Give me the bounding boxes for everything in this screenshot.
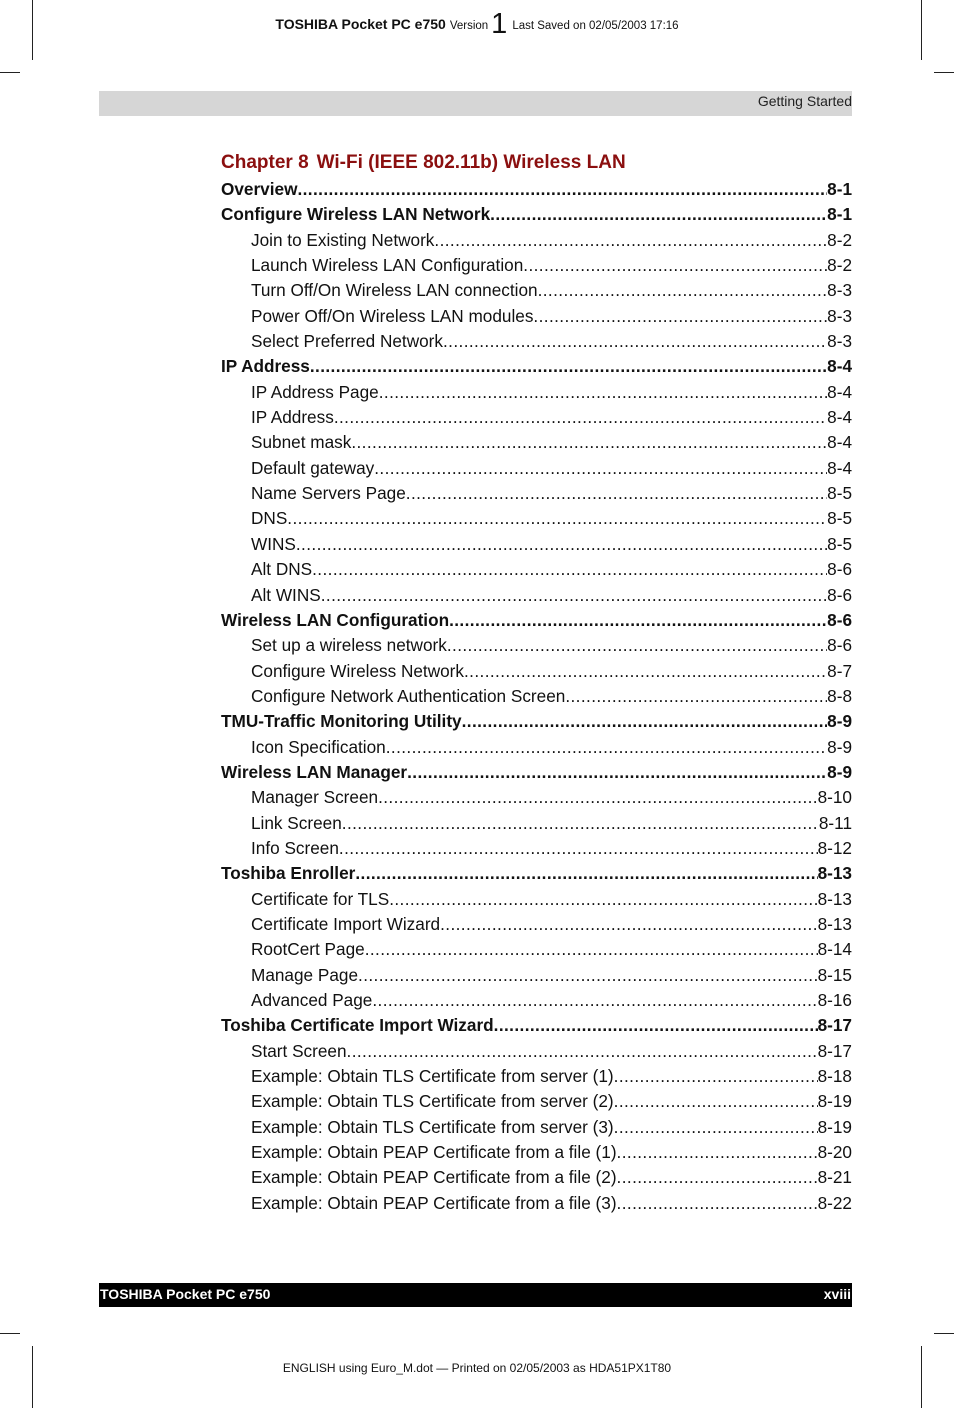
crop-mark <box>0 1333 20 1334</box>
toc-entry[interactable] <box>221 633 852 658</box>
toc-entry-title: Certificate Import Wizard <box>251 913 441 934</box>
toc-leader-dots <box>334 405 827 430</box>
toc-entry[interactable] <box>221 1165 852 1190</box>
toc-entry-title: Alt WINS <box>251 584 321 605</box>
toc-entry[interactable] <box>221 304 852 329</box>
toc-leader-dots <box>464 659 827 684</box>
toc-entry-title: DNS <box>251 508 288 529</box>
toc-leader-dots <box>617 1191 818 1216</box>
crop-mark <box>934 72 954 73</box>
toc-entry-page: 8-4 <box>827 457 852 478</box>
header-version-number: 1 <box>491 8 508 40</box>
toc-entry-title: Example: Obtain TLS Certificate from server (3) <box>251 1116 614 1137</box>
toc-entry[interactable] <box>221 430 852 455</box>
toc-entry[interactable] <box>221 1191 852 1216</box>
toc-entry-page: 8-6 <box>827 635 852 656</box>
toc-entry[interactable] <box>221 278 852 303</box>
toc-entry-title: Configure Wireless Network <box>251 660 464 681</box>
toc-entry[interactable] <box>221 937 852 962</box>
toc-entry-title: Start Screen <box>251 1040 347 1061</box>
toc-entry-title: Turn Off/On Wireless LAN connection <box>251 280 538 301</box>
toc-leader-dots <box>447 633 827 658</box>
toc-entry-title: Example: Obtain TLS Certificate from server (2) <box>251 1091 614 1112</box>
toc-leader-dots <box>614 1115 818 1140</box>
table-of-contents <box>221 177 852 1216</box>
toc-entry[interactable] <box>221 1039 852 1064</box>
toc-entry-title: Configure Wireless LAN Network <box>221 204 491 225</box>
toc-leader-dots <box>443 329 827 354</box>
toc-entry-title: Toshiba Certificate Import Wizard <box>221 1015 494 1036</box>
document-header <box>0 8 954 40</box>
toc-entry-page: 8-19 <box>817 1091 852 1112</box>
toc-leader-dots <box>389 887 817 912</box>
toc-entry[interactable] <box>221 785 852 810</box>
toc-entry-title: WINS <box>251 533 296 554</box>
toc-leader-dots <box>355 861 817 886</box>
toc-entry[interactable] <box>221 963 852 988</box>
toc-entry[interactable] <box>221 405 852 430</box>
toc-entry[interactable] <box>221 456 852 481</box>
toc-entry[interactable] <box>221 1089 852 1114</box>
toc-entry-page: 8-4 <box>827 432 852 453</box>
toc-entry-title: Link Screen <box>251 812 342 833</box>
toc-entry-title: Example: Obtain PEAP Certificate from a file (2) <box>251 1167 617 1188</box>
toc-entry-page: 8-6 <box>827 609 852 630</box>
toc-entry-title: Default gateway <box>251 457 375 478</box>
toc-entry-title: IP Address <box>251 407 334 428</box>
toc-leader-dots <box>617 1165 818 1190</box>
toc-leader-dots <box>406 481 827 506</box>
chapter-title <box>221 152 626 174</box>
toc-entry-title: IP Address <box>221 356 310 377</box>
toc-entry-page: 8-13 <box>817 913 852 934</box>
toc-leader-dots <box>312 557 827 582</box>
toc-entry-page: 8-5 <box>827 483 852 504</box>
toc-entry-page: 8-3 <box>827 331 852 352</box>
toc-leader-dots <box>379 380 827 405</box>
toc-entry-page: 8-5 <box>827 508 852 529</box>
footer-bar <box>99 1283 852 1307</box>
toc-entry-title: Launch Wireless LAN Configuration <box>251 255 524 276</box>
section-header-bar <box>99 91 852 116</box>
toc-entry[interactable] <box>221 861 852 886</box>
toc-entry-page: 8-1 <box>827 179 852 199</box>
toc-leader-dots <box>358 963 818 988</box>
toc-leader-dots <box>378 785 818 810</box>
toc-entry-page: 8-20 <box>817 1142 852 1163</box>
toc-leader-dots <box>440 912 817 937</box>
toc-entry[interactable] <box>221 811 852 836</box>
toc-entry[interactable] <box>221 659 852 684</box>
toc-entry-title: Info Screen <box>251 837 339 858</box>
toc-entry[interactable] <box>221 380 852 405</box>
header-product: TOSHIBA Pocket PC e750 <box>275 16 446 32</box>
toc-entry-page: 8-9 <box>827 761 852 782</box>
toc-entry-title: Name Servers Page <box>251 483 406 504</box>
toc-entry-page: 8-17 <box>817 1040 852 1061</box>
toc-entry-page: 8-18 <box>817 1066 852 1087</box>
toc-leader-dots <box>614 1064 818 1089</box>
toc-entry-title: Icon Specification <box>251 736 386 757</box>
toc-leader-dots <box>538 278 828 303</box>
toc-entry-page: 8-6 <box>827 559 852 580</box>
toc-entry[interactable] <box>221 1064 852 1089</box>
toc-entry-title: Advanced Page <box>251 990 373 1010</box>
header-last-saved: Last Saved on 02/05/2003 17:16 <box>512 20 679 32</box>
toc-entry-title: RootCert Page <box>251 939 365 960</box>
toc-leader-dots <box>462 709 828 734</box>
toc-leader-dots <box>494 1013 818 1038</box>
toc-entry-page: 8-13 <box>817 863 852 884</box>
toc-entry-page: 8-2 <box>827 229 852 250</box>
toc-entry-page: 8-2 <box>827 255 852 276</box>
toc-entry[interactable] <box>221 684 852 709</box>
toc-leader-dots <box>351 430 827 455</box>
toc-entry[interactable] <box>221 354 852 379</box>
crop-mark <box>0 72 20 73</box>
toc-entry-page: 8-9 <box>827 736 852 757</box>
toc-entry-page: 8-4 <box>827 381 852 402</box>
toc-entry[interactable] <box>221 481 852 506</box>
toc-leader-dots <box>614 1089 818 1114</box>
toc-leader-dots <box>449 608 827 633</box>
toc-leader-dots <box>407 760 827 785</box>
toc-entry[interactable] <box>221 583 852 608</box>
toc-entry[interactable] <box>221 202 852 227</box>
crop-mark <box>32 1346 33 1408</box>
toc-leader-dots <box>297 177 827 202</box>
toc-entry-page: 8-5 <box>827 533 852 554</box>
toc-entry[interactable] <box>221 1013 852 1038</box>
toc-entry-page: 8-6 <box>827 584 852 605</box>
toc-entry[interactable] <box>221 228 852 253</box>
toc-entry[interactable] <box>221 177 852 202</box>
toc-leader-dots <box>386 735 827 760</box>
toc-entry[interactable] <box>221 557 852 582</box>
toc-leader-dots <box>490 202 827 227</box>
toc-entry[interactable] <box>221 329 852 354</box>
toc-entry[interactable] <box>221 506 852 531</box>
toc-entry-title: TMU-Traffic Monitoring Utility <box>221 711 462 732</box>
toc-entry[interactable] <box>221 760 852 785</box>
toc-entry-title: Power Off/On Wireless LAN modules <box>251 305 534 326</box>
toc-leader-dots <box>565 684 827 709</box>
toc-entry-title: Example: Obtain TLS Certificate from server (1) <box>251 1066 614 1087</box>
toc-entry-title: Example: Obtain PEAP Certificate from a file (3) <box>251 1192 617 1213</box>
toc-entry-page: 8-11 <box>818 812 852 833</box>
toc-entry-page: 8-9 <box>827 711 852 732</box>
toc-leader-dots <box>365 937 818 962</box>
toc-entry-title: Wireless LAN Configuration <box>221 609 450 630</box>
toc-leader-dots <box>617 1140 818 1165</box>
toc-entry-title: Set up a wireless network <box>251 635 447 656</box>
chapter-name: Wi-Fi (IEEE 802.11b) Wireless LAN <box>316 152 626 173</box>
toc-leader-dots <box>434 228 827 253</box>
toc-entry-page: 8-15 <box>817 964 852 985</box>
toc-leader-dots <box>342 811 819 836</box>
toc-entry-title: Manager Screen <box>251 787 379 808</box>
toc-entry-page: 8-10 <box>817 787 852 808</box>
toc-entry[interactable] <box>221 608 852 633</box>
toc-entry[interactable] <box>221 887 852 912</box>
toc-entry-page: 8-17 <box>817 1015 852 1036</box>
toc-entry[interactable] <box>221 532 852 557</box>
toc-entry-title: Alt DNS <box>251 559 313 580</box>
toc-entry-page: 8-3 <box>827 305 852 326</box>
toc-entry-title: Toshiba Enroller <box>221 863 356 884</box>
toc-entry[interactable] <box>221 735 852 760</box>
toc-entry-title: Manage Page <box>251 964 359 985</box>
toc-entry-page: 8-14 <box>817 939 852 960</box>
toc-entry-page: 8-4 <box>827 356 852 377</box>
toc-leader-dots <box>533 304 827 329</box>
toc-entry-page: 8-21 <box>817 1167 852 1188</box>
toc-entry[interactable] <box>221 988 852 1013</box>
toc-entry-page: 8-16 <box>817 990 852 1010</box>
toc-entry-page: 8-4 <box>827 407 852 428</box>
toc-leader-dots <box>347 1039 818 1064</box>
toc-entry-title: Select Preferred Network <box>251 331 443 352</box>
toc-leader-dots <box>296 532 827 557</box>
toc-entry-page: 8-19 <box>817 1116 852 1137</box>
toc-entry[interactable] <box>221 1140 852 1165</box>
page-number: xviii <box>823 1286 851 1302</box>
section-label: Getting Started <box>757 93 852 109</box>
toc-entry-title: Wireless LAN Manager <box>221 761 408 782</box>
toc-entry-page: 8-7 <box>827 660 852 681</box>
toc-entry-page: 8-12 <box>817 837 852 858</box>
toc-entry[interactable] <box>221 1115 852 1140</box>
toc-entry-title: Join to Existing Network <box>251 229 435 250</box>
toc-leader-dots <box>523 253 827 278</box>
toc-entry-page: 8-1 <box>827 204 852 225</box>
toc-entry-page: 8-22 <box>817 1192 852 1213</box>
toc-entry-title: Subnet mask <box>251 432 352 453</box>
toc-leader-dots <box>287 506 827 531</box>
toc-entry-title: Configure Network Authentication Screen <box>251 685 566 706</box>
toc-leader-dots <box>372 988 817 1013</box>
print-footer: ENGLISH using Euro_M.dot — Printed on 02/05/2003 as HDA51PX1T80 <box>282 1361 672 1375</box>
toc-leader-dots <box>310 354 827 379</box>
toc-leader-dots <box>339 836 818 861</box>
toc-leader-dots <box>374 456 827 481</box>
toc-entry[interactable] <box>221 912 852 937</box>
toc-entry-page: 8-13 <box>817 888 852 909</box>
crop-mark <box>921 1346 922 1408</box>
header-version-label: Version <box>449 20 489 32</box>
toc-entry[interactable] <box>221 709 852 734</box>
toc-entry[interactable] <box>221 836 852 861</box>
toc-entry-page: 8-8 <box>827 685 852 706</box>
toc-entry-title: Certificate for TLS <box>251 888 390 909</box>
toc-entry-title: IP Address Page <box>251 381 379 402</box>
toc-entry[interactable] <box>221 253 852 278</box>
chapter-number: Chapter 8 <box>221 152 309 173</box>
toc-entry-title: Overview <box>221 179 298 199</box>
toc-entry-page: 8-3 <box>827 280 852 301</box>
crop-mark <box>934 1333 954 1334</box>
toc-leader-dots <box>321 583 827 608</box>
toc-entry-title: Example: Obtain PEAP Certificate from a file (1) <box>251 1142 617 1163</box>
footer-product: TOSHIBA Pocket PC e750 <box>100 1286 271 1302</box>
